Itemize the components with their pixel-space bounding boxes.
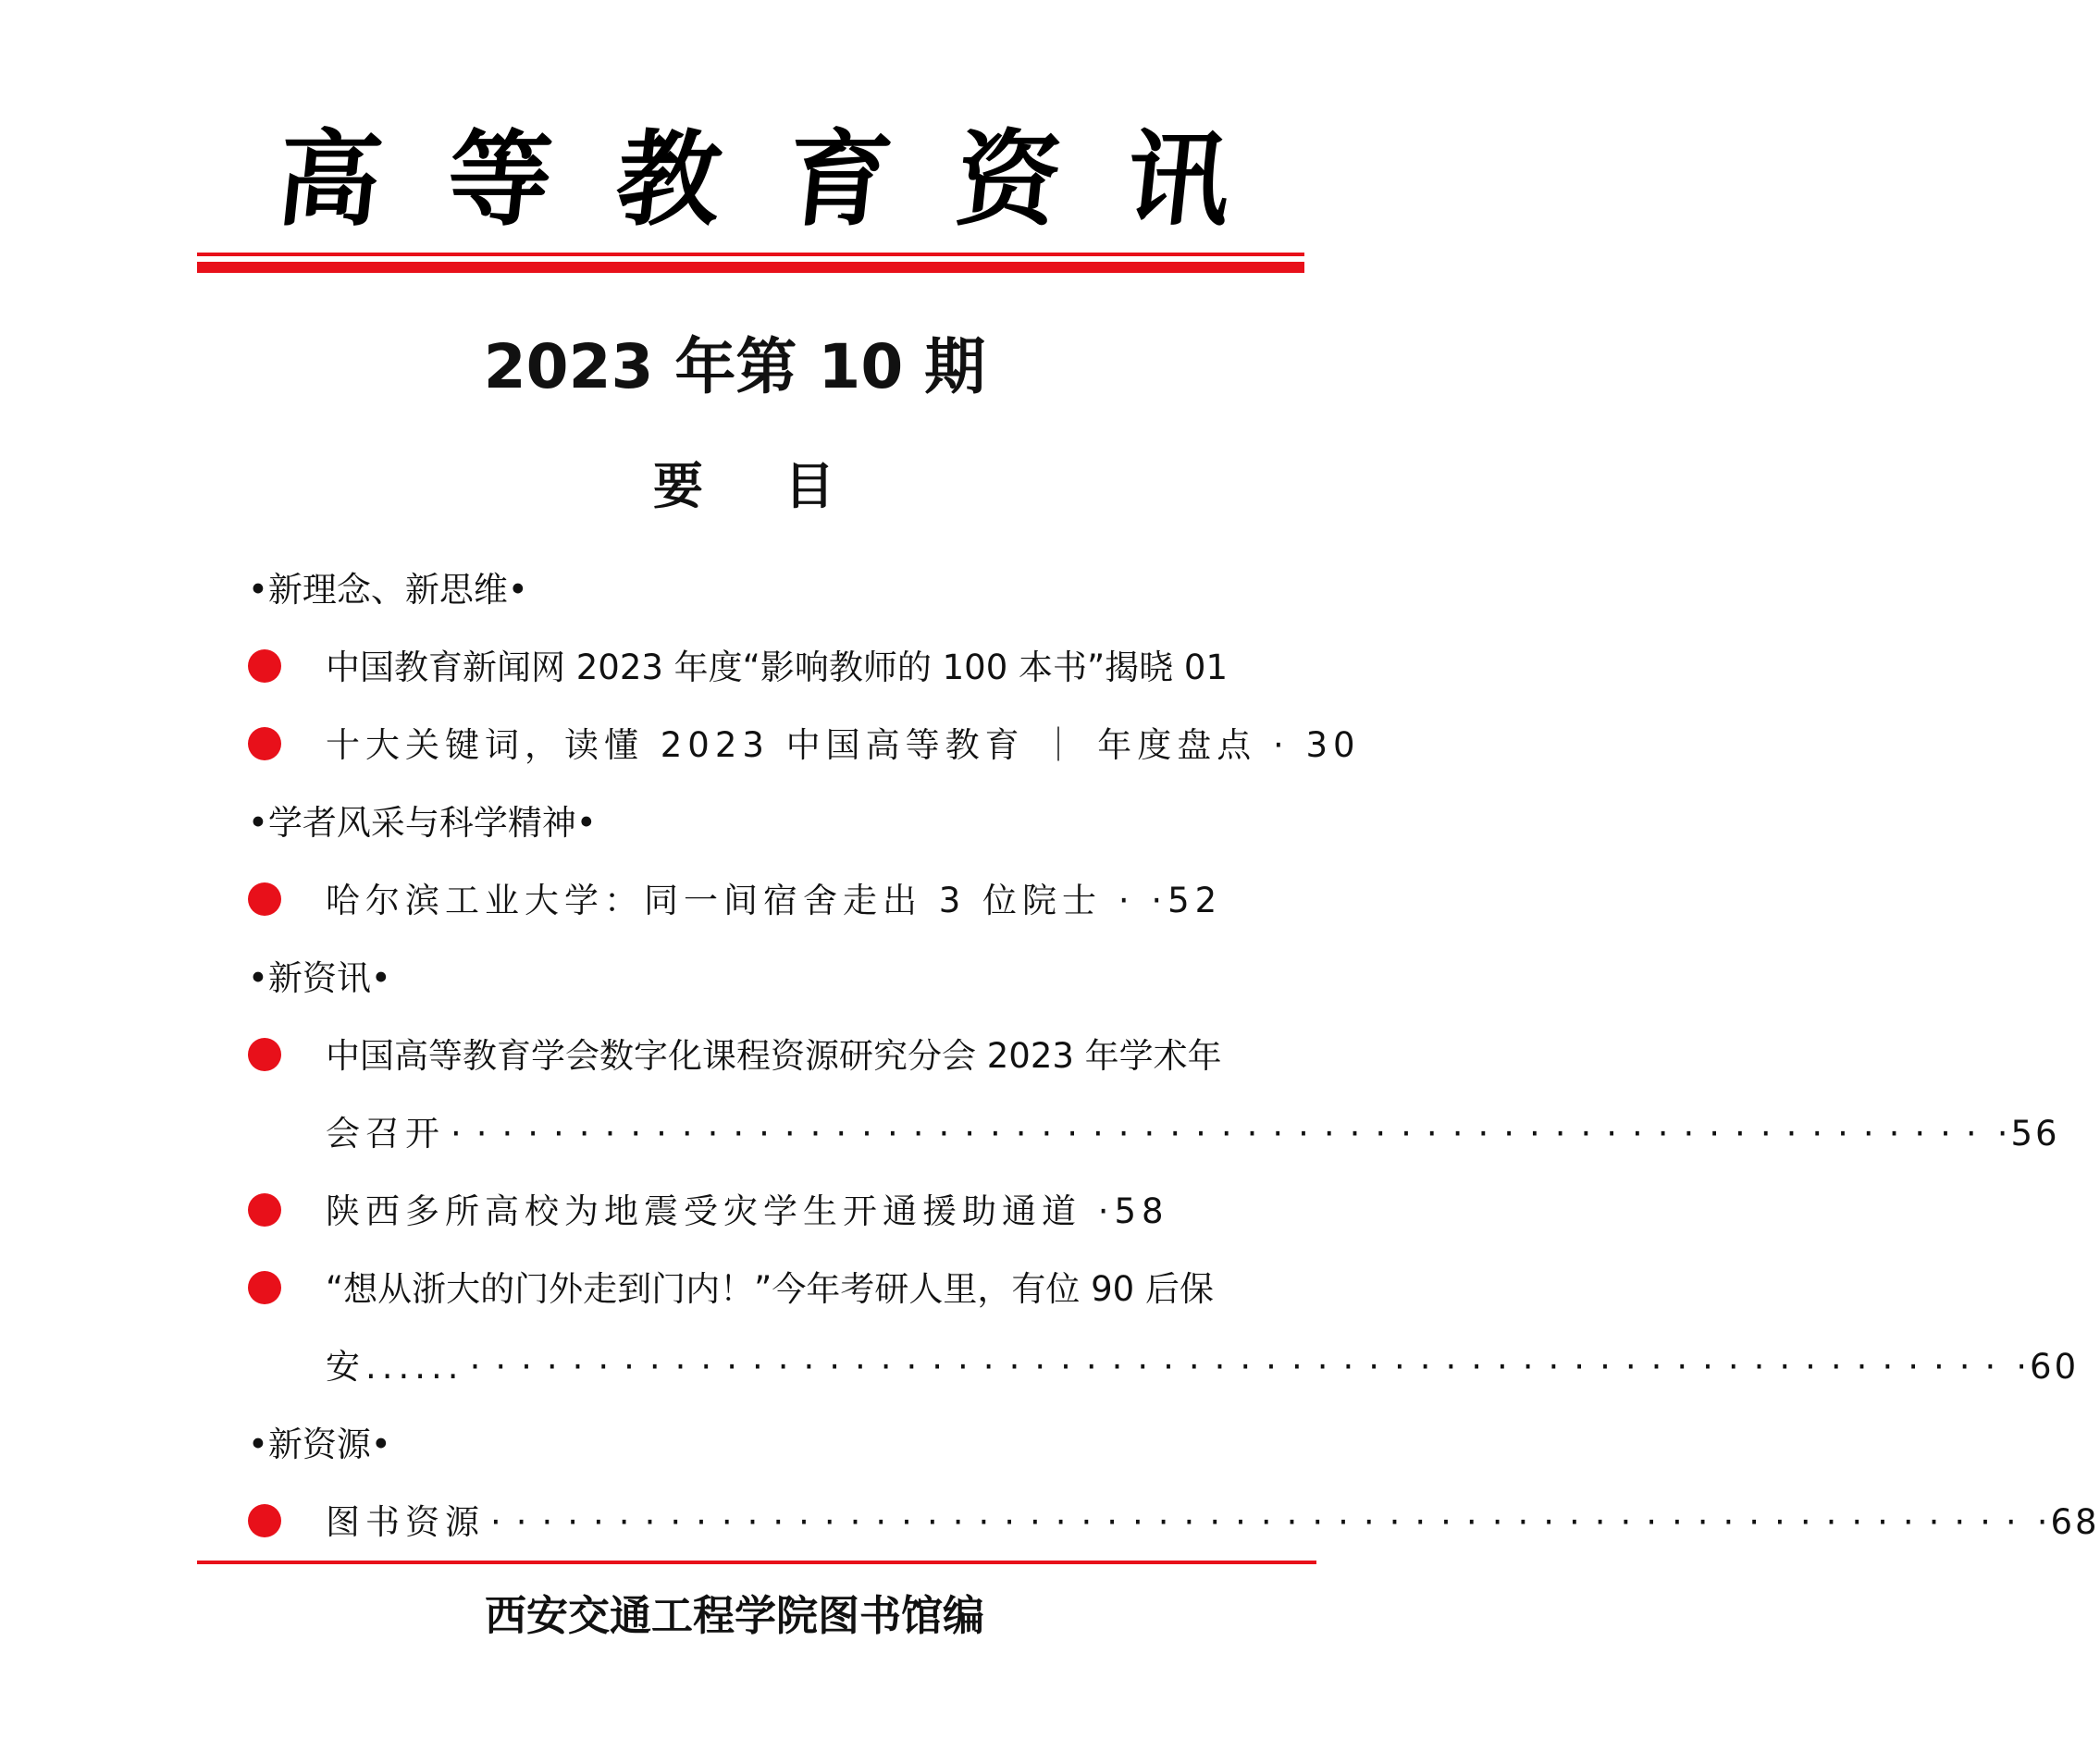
bullet-dot-icon — [248, 727, 281, 760]
section-heading: •新资源• — [248, 1425, 391, 1464]
footer-rule — [197, 1561, 1316, 1564]
contents-title — [653, 453, 834, 518]
toc-entry-line[interactable] — [248, 1251, 1303, 1328]
bullet-dot-icon — [248, 649, 281, 683]
bullet-dot-icon — [248, 1504, 281, 1537]
toc-entry-line[interactable] — [248, 862, 1303, 940]
toc-page-number: ·56 — [1996, 1114, 2060, 1154]
toc-entry-title: 陕西多所高校为地震受灾学生开通援助通道 ·58 — [326, 1191, 1169, 1231]
table-of-contents — [248, 551, 2100, 1561]
masthead-char: 育 — [780, 119, 897, 241]
section-heading: •新资讯• — [248, 958, 391, 998]
toc-entry-title: 十大关键词，读懂 2023 中国高等教育 ｜ 年度盘点 · 30 — [326, 725, 1361, 765]
bullet-dot-icon — [248, 882, 281, 916]
dot-leader: ···························································· — [451, 1114, 1992, 1154]
masthead-char: 资 — [950, 119, 1068, 241]
toc-entry-line[interactable] — [248, 1018, 1303, 1095]
masthead-char: 教 — [611, 119, 728, 241]
toc-entry-line[interactable] — [248, 629, 1303, 707]
toc-entry-line[interactable] — [248, 1328, 2080, 1406]
toc-entry-line[interactable] — [248, 1095, 2060, 1173]
issue-number: 2023 年第 10 期 — [483, 331, 986, 402]
contents-title-char: 目 — [784, 456, 834, 515]
toc-entry-title: 会召开 — [326, 1114, 445, 1154]
masthead-char: 等 — [440, 119, 558, 241]
masthead-rule-thick — [197, 262, 1304, 273]
masthead-char: 讯 — [1120, 119, 1237, 241]
toc-entry-title: 哈尔滨工业大学：同一间宿舍走出 3 位院士 · ·52 — [326, 881, 1223, 920]
toc-entry-line[interactable] — [248, 1173, 1303, 1251]
dot-leader: ···························································· — [490, 1502, 2032, 1542]
toc-page-number: ·60 — [2016, 1347, 2080, 1387]
section-heading: •新理念、新思维• — [248, 570, 528, 610]
bullet-dot-icon — [248, 1193, 281, 1227]
section-heading: •学者风采与科学精神• — [248, 803, 597, 843]
contents-title-char: 要 — [653, 456, 703, 515]
toc-entry-line[interactable] — [248, 1484, 2100, 1561]
toc-entry-title: 中国教育新闻网 2023 年度“影响教师的 100 本书”揭晓 01 — [326, 648, 1229, 687]
toc-entry-title: 中国高等教育学会数字化课程资源研究分会 2023 年学术年 — [326, 1036, 1222, 1076]
dot-leader: ···························································· — [469, 1347, 2011, 1387]
masthead-title — [271, 116, 1237, 245]
publisher-footer: 西安交通工程学院图书馆编 — [484, 1591, 984, 1640]
toc-entry-title: “想从浙大的门外走到门内！”今年考研人里，有位 90 后保 — [326, 1269, 1214, 1309]
bullet-dot-icon — [248, 1038, 281, 1071]
toc-entry-line[interactable] — [248, 707, 1361, 784]
toc-entry-title: 图书资源 — [326, 1502, 485, 1542]
masthead-rule-thin — [197, 253, 1304, 256]
toc-entry-title: 安...... — [326, 1347, 464, 1387]
bullet-dot-icon — [248, 1271, 281, 1304]
toc-page-number: ·68 — [2036, 1502, 2100, 1542]
masthead-char: 高 — [271, 119, 388, 241]
